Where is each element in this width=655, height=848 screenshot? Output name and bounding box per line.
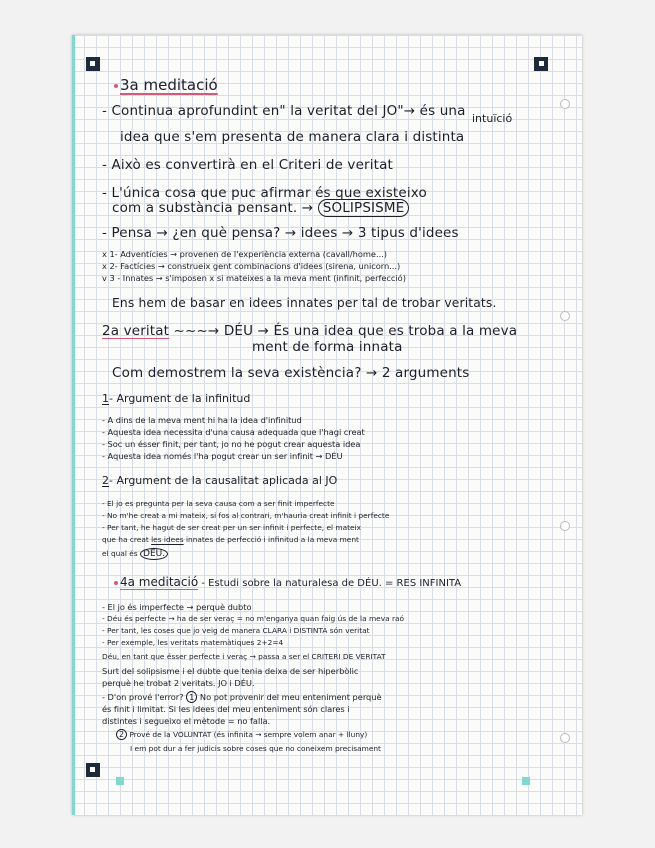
note-text: com a substància pensant. →: [112, 200, 314, 216]
note-line: - Per exemple, les veritats matemàtiques 2+2=4: [102, 638, 284, 647]
note-line: [102, 536, 359, 543]
section-title: 3a meditació: [120, 76, 218, 94]
note-line: x 2- Factícies → construeix gent combinacions d'idees (sirena, unicorn...): [102, 261, 401, 271]
circled-keyword: DÉU.: [140, 548, 168, 560]
section-heading: [114, 77, 218, 93]
boxed-keyword: SOLIPSISME: [318, 199, 410, 217]
note-line: [102, 550, 168, 559]
note-line: [102, 475, 337, 486]
note-text: - Estudi sobre la naturalesa de DÉU. = RES INFINITA: [198, 578, 462, 589]
note-line: [112, 202, 409, 216]
note-text: innates de perfecció i infinitud a la meva ment: [183, 535, 359, 544]
note-line: idea que s'em presenta de manera clara i distinta: [120, 129, 465, 145]
note-line: x 1- Adventícies → provenen de l'experiència externa (cavall/home...): [102, 249, 387, 259]
note-line: distintes i segueixo el mètode = no falla.: [102, 716, 271, 726]
corner-marker-icon: [86, 763, 100, 777]
note-text: Prové de la VOLUNTAT (és infinita → sempre volem anar + lluny): [127, 730, 368, 739]
page-square-marker: [522, 777, 530, 785]
note-line: [116, 731, 367, 739]
binder-hole-icon: [560, 311, 570, 321]
note-line: [102, 693, 382, 701]
circled-number: 1: [186, 691, 197, 703]
note-line: - Per tant, les coses que jo veig de manera CLARA i DISTINTA són veritat: [102, 626, 370, 635]
note-line: ment de forma innata: [252, 339, 403, 355]
note-line: - No m'he creat a mi mateix, si fos al contrari, m'hauria creat infinit i perfecte: [102, 511, 390, 520]
note-text: - Argument de la causalitat aplicada al JO: [109, 474, 338, 487]
page-square-marker: [116, 777, 124, 785]
circled-number: 2: [116, 729, 127, 740]
note-line: - Aquesta idea necessita d'una causa adequada que l'hagi creat: [102, 427, 365, 437]
binder-hole-icon: [560, 99, 570, 109]
binder-hole-icon: [560, 521, 570, 531]
bullet-icon: [114, 581, 118, 585]
note-line: - Continua aprofundint en" la veritat del JO"→ és una: [102, 103, 466, 119]
note-line: Déu, en tant que ésser perfecte i veraç → passa a ser el CRITERI DE VERITAT: [102, 652, 386, 661]
note-text: 2: [102, 474, 109, 487]
note-line: [102, 393, 250, 404]
note-text: el qual és: [102, 549, 141, 558]
note-text: 1: [102, 392, 109, 405]
note-line: Com demostrem la seva existència? → 2 arguments: [112, 365, 470, 381]
note-line: - Això es convertirà en el Criteri de veritat: [102, 157, 393, 173]
note-line: [102, 325, 517, 339]
note-line: - Soc un ésser finit, per tant, jo no he pogut crear aquesta idea: [102, 439, 361, 449]
note-line: - L'única cosa que puc afirmar és que existeixo: [102, 185, 427, 201]
note-line: Surt del solipsisme i el dubte que tenia deixa de ser hiperbòlic: [102, 666, 359, 676]
note-line: és finit i limitat. Si les idees del meu enteniment són clares i: [102, 704, 350, 714]
note-text: - D'on prové l'error?: [102, 692, 187, 702]
bullet-icon: [114, 84, 118, 88]
note-line: - A dins de la meva ment hi ha la idea d'infinitud: [102, 415, 302, 425]
note-line: v 3 - Innates → s'imposen x si mateixes a la meva ment (infinit, perfecció): [102, 273, 406, 283]
note-line: Ens hem de basar en idees innates per tal de trobar veritats.: [112, 296, 497, 310]
note-text: No pot provenir del meu enteniment perquè: [197, 692, 382, 702]
section-title: 4a meditació: [120, 575, 199, 589]
note-line: - Pensa → ¿en què pensa? → idees → 3 tipus d'idees: [102, 225, 459, 241]
note-line: I em pot dur a fer judicis sobre coses que no coneixem precisament: [130, 744, 381, 753]
section-heading: [114, 576, 461, 589]
binder-hole-icon: [560, 733, 570, 743]
note-line: perquè he trobat 2 veritats. JO i DÉU.: [102, 678, 255, 688]
note-line: - Per tant, he hagut de ser creat per un ser infinit i perfecte, el mateix: [102, 523, 361, 532]
note-line: - El jo és imperfecte → perquè dubto: [102, 602, 252, 612]
corner-marker-icon: [86, 57, 100, 71]
note-line: - El jo es pregunta per la seva causa com a ser finit imperfecte: [102, 499, 335, 508]
note-line: - Aquesta idea només l'ha pogut crear un ser infinit → DÉU: [102, 451, 343, 461]
note-text: que ha creat: [102, 535, 152, 544]
note-line: - Déu és perfecte → ha de ser veraç = no m'enganya quan faig ús de la meva raó: [102, 614, 405, 623]
note-text: 2a veritat: [102, 323, 170, 339]
notebook-page: [72, 35, 582, 815]
note-text: ~~~→ DÉU → És una idea que es troba a la meva: [169, 323, 518, 339]
note-line: intuïció: [472, 112, 513, 125]
note-text: les idees: [151, 535, 184, 544]
corner-marker-icon: [534, 57, 548, 71]
note-text: - Argument de la infinitud: [109, 392, 251, 405]
